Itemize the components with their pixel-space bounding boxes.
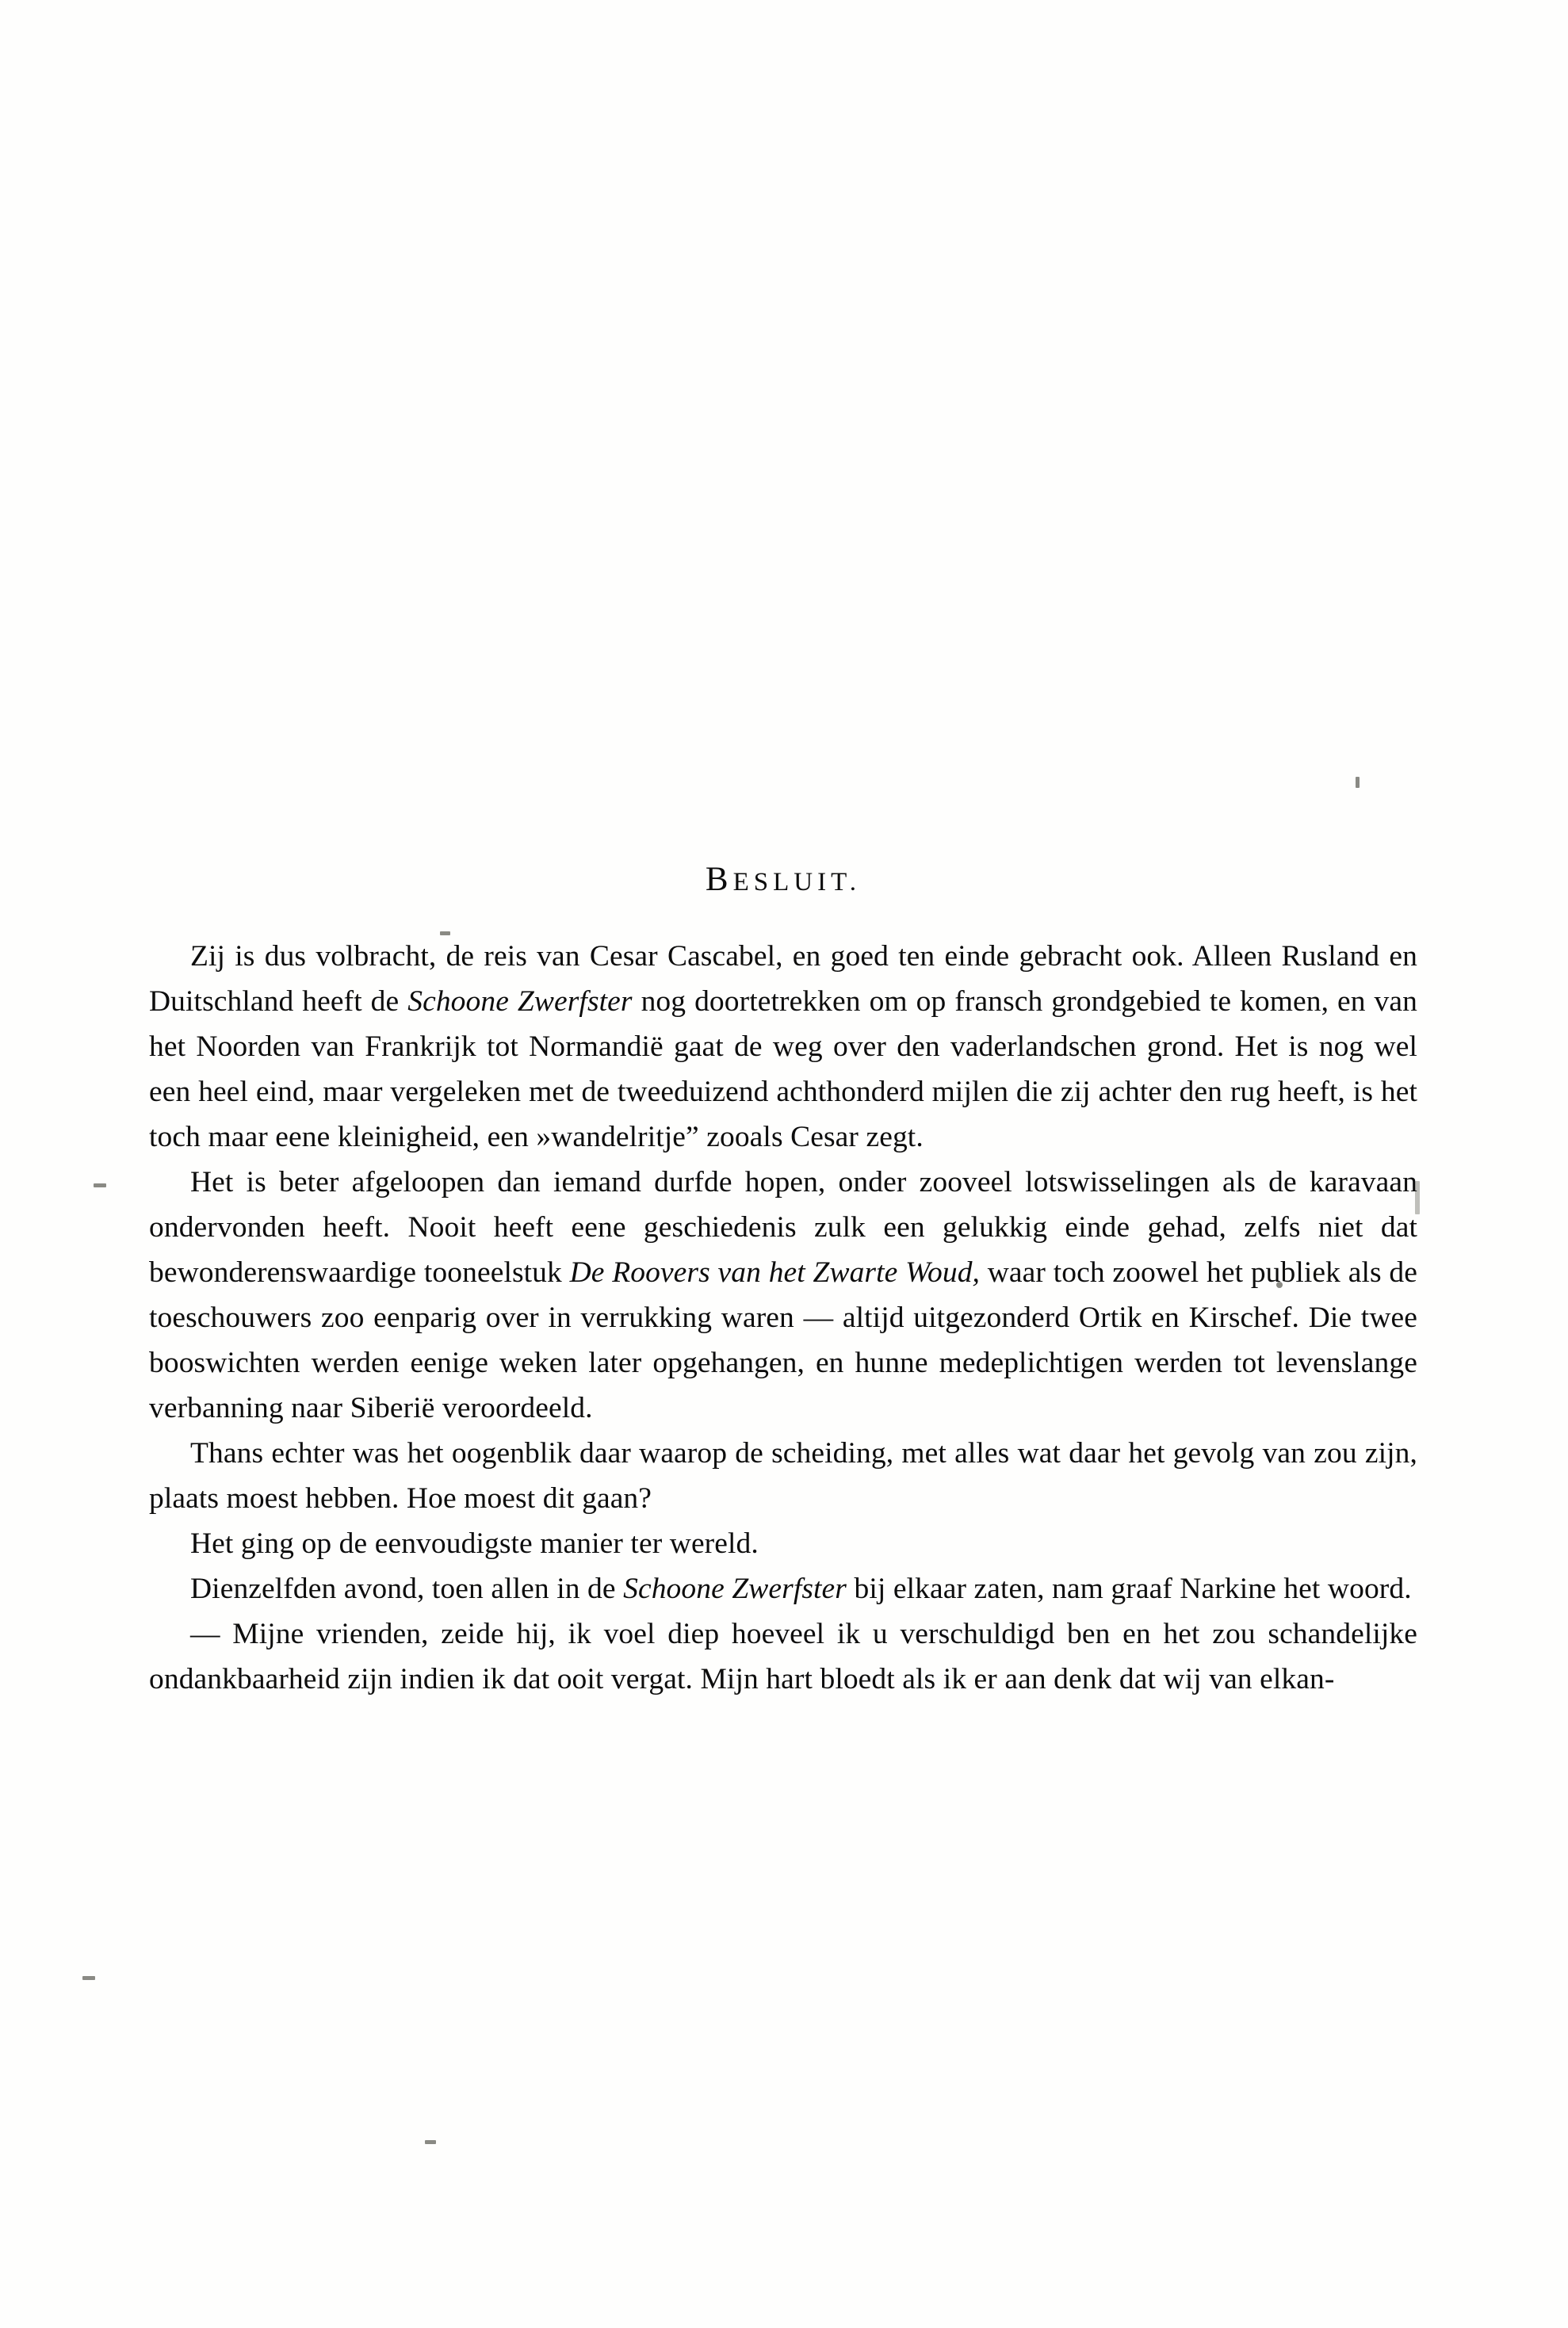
paragraph: Het ging op de eenvoudigste manier ter wereld.: [190, 1527, 759, 1560]
paragraph: — Mijne vrienden, zeide hij, ik voel diep hoeveel ik u verschuldigd ben en het zou schandelijke ondankbaarheid zijn indien ik dat ooit vergat. Mijn hart bloedt als ik er aan denk dat wij van elkan-: [149, 1618, 1417, 1695]
italic-title: Schoone Zwerfster: [623, 1573, 847, 1605]
italic-title: De Roovers van het Zwarte Woud,: [569, 1256, 981, 1289]
paragraph: Zij is dus volbracht, de reis van Cesar Cascabel, en goed ten einde gebracht ook. Alleen Rusland en Duitschland heeft de Schoone Zwerfster nog doortetrekken om op fransch grondgebied te komen, en van het Noorden van Frankrijk tot Normandië gaat de weg over den vaderlandschen grond. Het is nog wel een heel eind, maar vergeleken met de tweeduizend achthonderd mijlen die zij achter den rug heeft, is het toch maar eene kleinigheid, een »wandelritje” zooals Cesar zegt.: [149, 940, 1418, 1153]
chapter-heading-rest: ESLUIT.: [732, 868, 862, 896]
chapter-heading: [149, 860, 1417, 899]
paper-speck: [1356, 777, 1360, 788]
paragraph: Dienzelfden avond, toen allen in de Schoone Zwerfster bij elkaar zaten, nam graaf Narkine het woord.: [190, 1573, 1412, 1605]
paragraph: Het is beter afgeloopen dan iemand durfde hopen, onder zooveel lotswisselingen als de karavaan ondervonden heeft. Nooit heeft eene geschiedenis zulk een gelukkig einde gehad, zelfs niet dat bewonderenswaardige tooneelstuk De Roovers van het Zwarte Woud, waar toch zoowel het publiek als de toeschouwers zoo eenparig over in verrukking waren — altijd uitgezonderd Ortik en Kirschef. Die twee booswichten werden eenige weken later opgehangen, en hunne medeplichtigen werden tot levenslange verbanning naar Siberië veroordeeld.: [149, 1166, 1417, 1424]
paragraph: Thans echter was het oogenblik daar waarop de scheiding, met alles wat daar het gevolg van zou zijn, plaats moest hebben. Hoe moest dit gaan?: [149, 1437, 1417, 1515]
paper-speck: [94, 1183, 106, 1187]
italic-title: Schoone Zwerfster: [407, 985, 633, 1018]
chapter-heading-initial: B: [705, 861, 733, 898]
paper-speck: [425, 2140, 436, 2144]
paper-speck: [82, 1976, 95, 1980]
page-text-block: [149, 860, 1417, 1702]
